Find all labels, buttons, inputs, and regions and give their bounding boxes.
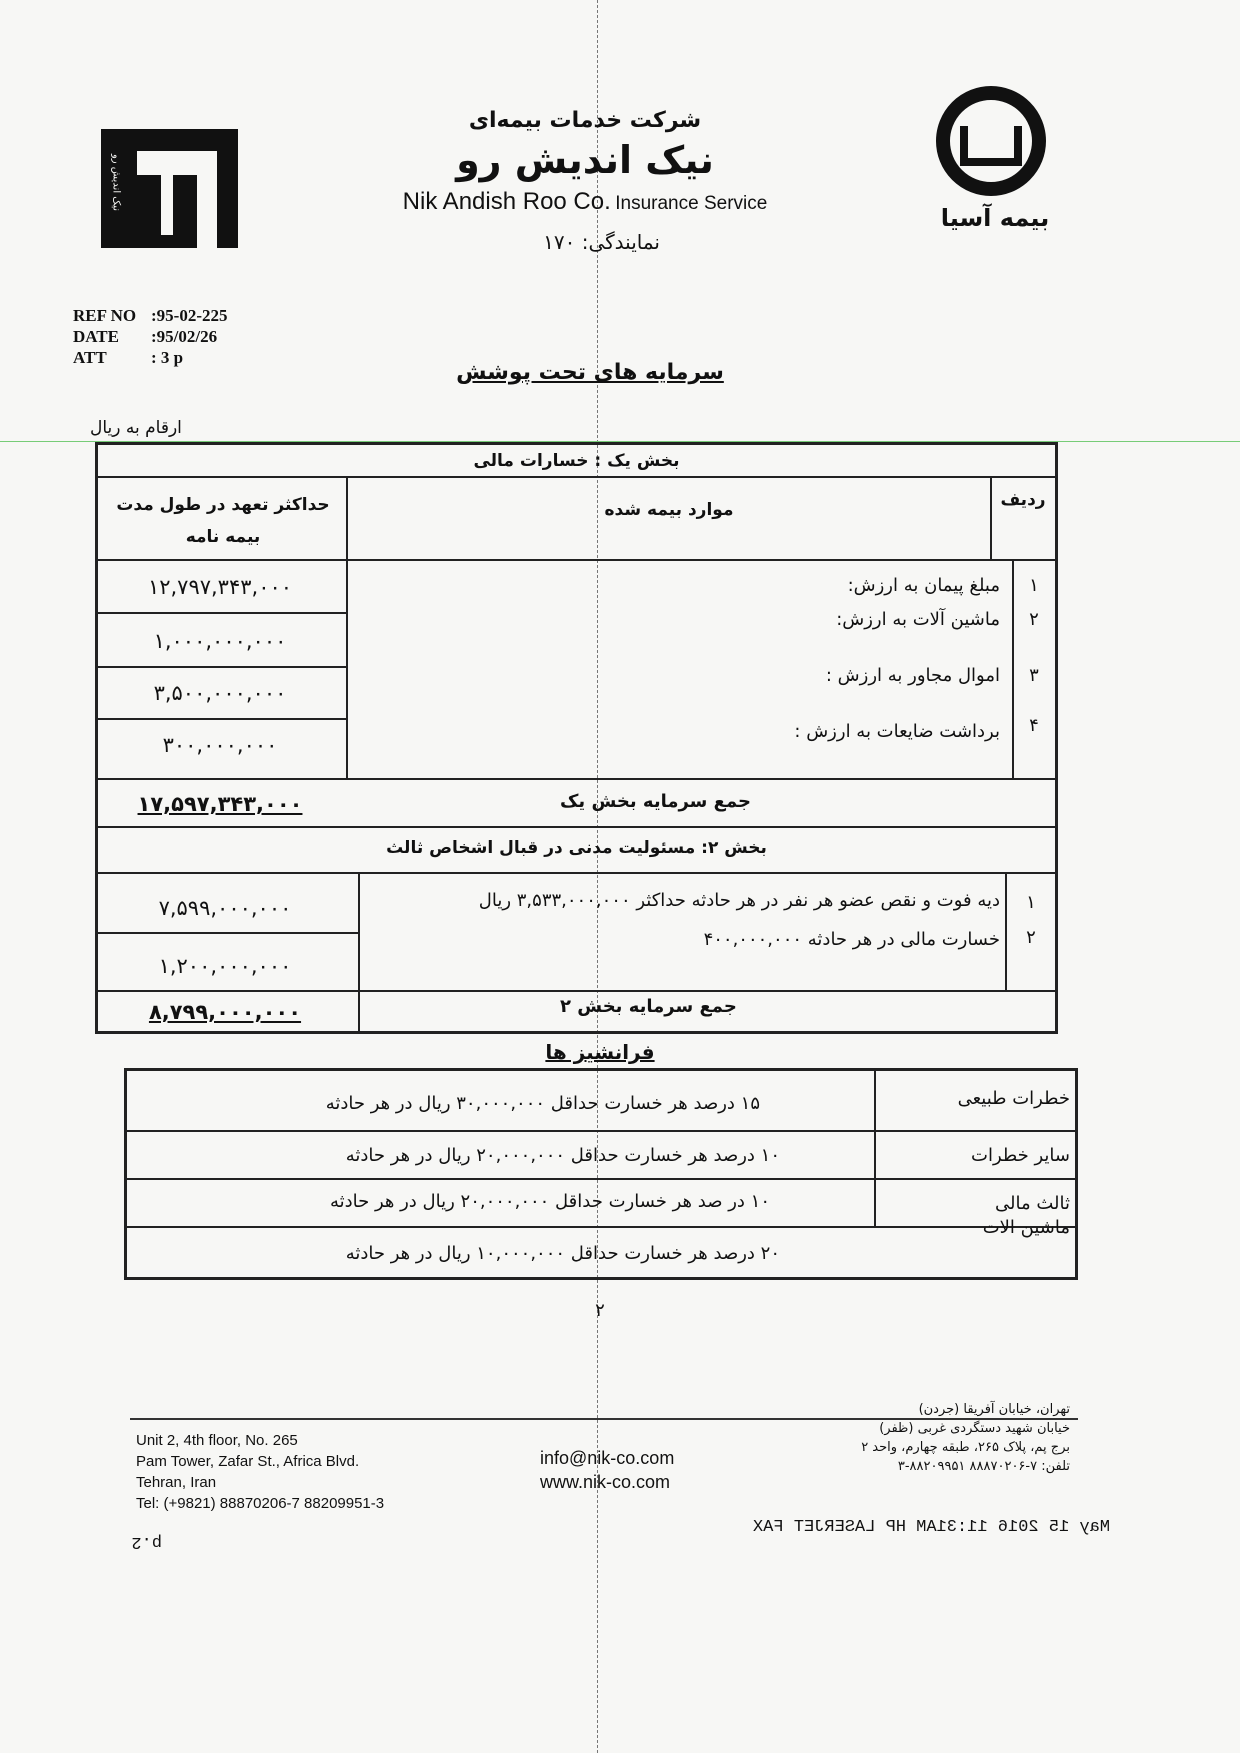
company-name-en-main: Nik Andish Roo Co. (402, 188, 611, 215)
franchise-title: فرانشیز ها (545, 1040, 655, 1064)
footer-address-fa-line: خیابان شهید دستگردی غربی (ظفر) (879, 1421, 1070, 1436)
fax-line: May 15 2016 11:31AM HP LASERJET FAX (752, 1518, 1110, 1537)
footer-address-fa-line: تلفن: ۷-۸۸۸۷۰۲۰۶ ۸۸۲۰۹۹۵۱-۳ (897, 1459, 1070, 1474)
footer-email[interactable]: info@nik-co.com (540, 1448, 675, 1468)
footer-address-en-line: Tehran, Iran (136, 1474, 217, 1491)
s1-row1-no: ۱ (1029, 574, 1039, 596)
divider (98, 718, 346, 720)
ref-label: REF NO (73, 306, 137, 325)
company-line1: شرکت خدمات بیمه‌ای (468, 108, 702, 133)
s2-row2-value: ۱,۲۰۰,۰۰۰,۰۰۰ (158, 954, 292, 978)
s1-row4-no: ۴ (1029, 714, 1039, 736)
section1-title: بخش یک : خسارات مالی (473, 451, 680, 471)
s1-row2-no: ۲ (1029, 608, 1039, 630)
franchise-row4-label: ماشین الات (982, 1216, 1070, 1238)
currency-note: ارقام به ریال (90, 418, 182, 438)
footer-address-fa-line: تهران، خیابان آفریقا (جردن) (918, 1402, 1070, 1417)
s1-row3-no: ۳ (1029, 664, 1039, 686)
col-header-item: موارد بیمه شده (604, 500, 734, 520)
divider (98, 476, 1055, 478)
s1-row1-item: مبلغ پیمان به ارزش: (847, 574, 1000, 596)
footer-address-en-line: Pam Tower, Zafar St., Africa Blvd. (136, 1453, 360, 1470)
divider (98, 932, 358, 934)
fax-page: p.2 (131, 1532, 162, 1551)
left-logo-text: نیک اندیش رو (110, 153, 122, 212)
footer-address-en-line: Tel: (+9821) 88870206-7 88209951-3 (136, 1495, 385, 1512)
s1-row4-item: برداشت ضایعات به ارزش : (794, 720, 1000, 742)
company-service-en: Insurance Service (615, 193, 768, 214)
franchise-row1-label: خطرات طبیعی (957, 1088, 1070, 1109)
s2-total-label: جمع سرمایه بخش ۲ (560, 995, 737, 1017)
footer-address-en (136, 1430, 384, 1514)
s2-row1-item: دیه فوت و نقص عضو هر نفر در هر حادثه حداکثر ۳,۵۳۳,۰۰۰,۰۰۰ ریال (478, 889, 1000, 911)
divider (346, 561, 348, 779)
franchise-row2-text: ۱۰ درصد هر خسارت حداقل ۲۰,۰۰۰,۰۰۰ ریال در هر حادثه (345, 1144, 780, 1166)
s1-total-label: جمع سرمایه بخش یک (560, 790, 751, 812)
page-title: سرمایه های تحت پوشش (456, 360, 724, 385)
s2-row2-no: ۲ (1026, 926, 1036, 948)
franchise-row3-text: ۱۰ در صد هر خسارت حداقل ۲۰,۰۰۰,۰۰۰ ریال در هر حادثه (329, 1190, 770, 1212)
franchise-row4-text: ۲۰ درصد هر خسارت حداقل ۱۰,۰۰۰,۰۰۰ ریال در هر حادثه (345, 1242, 780, 1264)
divider (874, 1071, 876, 1226)
s1-row2-item: ماشین آلات به ارزش: (836, 608, 1000, 630)
footer-address-fa-line: برج پم، پلاک ۲۶۵، طبقه چهارم، واحد ۲ (861, 1440, 1070, 1455)
footer-address-en-line: Unit 2, 4th floor, No. 265 (136, 1432, 298, 1449)
date-label: DATE (73, 327, 119, 346)
reference-block (73, 305, 227, 368)
left-logo (101, 129, 238, 248)
franchise-row1-text: ۱۵ درصد هر خسارت حداقل ۳۰,۰۰۰,۰۰۰ ریال در هر حادثه (325, 1092, 760, 1114)
col-header-row: ردیف (1000, 490, 1046, 510)
col-header-max: حداکثر تعهد در طول مدت بیمه نامه (116, 495, 330, 547)
s1-row3-item: اموال مجاور به ارزش : (825, 664, 1000, 686)
franchise-row2-label: سایر خطرات (971, 1144, 1070, 1166)
s1-row1-value: ۱۲,۷۹۷,۳۴۳,۰۰۰ (147, 575, 293, 599)
divider (358, 874, 360, 1032)
franchise-row3-label: ثالث مالی (995, 1192, 1070, 1214)
s1-row4-value: ۳۰۰,۰۰۰,۰۰۰ (162, 733, 278, 757)
footer-address-fa (820, 1400, 1070, 1476)
footer-website[interactable]: www.nik-co.com (540, 1472, 671, 1492)
right-logo (930, 86, 1060, 238)
att-label: ATT (73, 348, 107, 367)
divider (98, 666, 346, 668)
company-name-fa: نیک اندیش رو (456, 138, 714, 182)
right-logo-text: بیمه آسیا (940, 204, 1050, 232)
s1-row3-value: ۳,۵۰۰,۰۰۰,۰۰۰ (153, 681, 287, 705)
s1-row2-value: ۱,۰۰۰,۰۰۰,۰۰۰ (153, 629, 287, 653)
section2-title: بخش ۲: مسئولیت مدنی در قبال اشخاص ثالث (386, 838, 767, 858)
s1-total-value: ۱۷,۵۹۷,۳۴۳,۰۰۰ (137, 792, 303, 816)
footer-contact (540, 1446, 710, 1494)
ref-value: :95-02-225 (151, 306, 228, 325)
s2-row2-item: خسارت مالی در هر حادثه ۴۰۰,۰۰۰,۰۰۰ (703, 928, 1000, 950)
date-value: :95/02/26 (151, 327, 218, 346)
s2-row1-no: ۱ (1026, 891, 1036, 913)
s2-row1-value: ۷,۵۹۹,۰۰۰,۰۰۰ (158, 896, 292, 920)
att-value: : 3 p (151, 348, 184, 367)
agency-code: نمایندگی: ۱۷۰ (543, 230, 660, 254)
company-name-en (380, 188, 790, 216)
page-number: ۲ (595, 1300, 605, 1321)
s2-total-value: ۸,۷۹۹,۰۰۰,۰۰۰ (148, 1000, 302, 1024)
divider (98, 612, 346, 614)
